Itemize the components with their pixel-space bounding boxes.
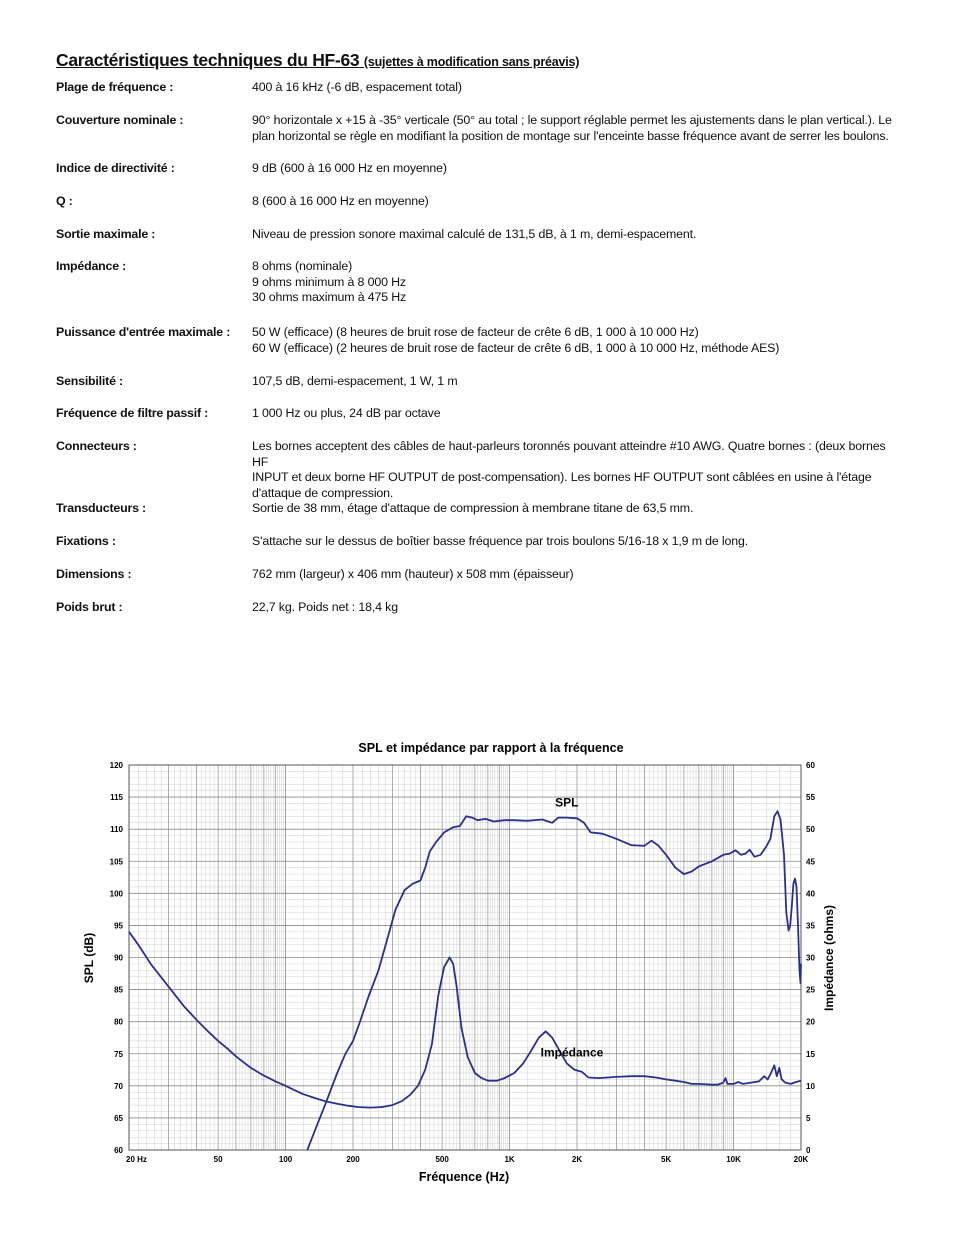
y-tick-label-right: 55 [806,793,815,803]
series-line-impedance [129,932,801,1108]
y-tick-label-left: 110 [110,825,123,835]
y-tick-label-left: 100 [109,889,123,899]
x-tick-label: 500 [435,1155,449,1164]
y-tick-label-left: 95 [114,921,123,931]
y-tick-label-right: 25 [806,985,815,995]
y-tick-label-right: 45 [806,857,815,867]
spl-impedance-chart [0,730,954,1200]
x-tick-label: 5K [661,1155,672,1164]
series-label-spl: SPL [555,795,579,810]
spec-value: Les bornes acceptent des câbles de haut-parleurs toronnés pouvant atteindre #10 AWG. Quatre bornes : (deux bornes HF INPUT et deux borne HF OUTPUT de post-compensation). Les bornes HF OUTPUT sont câblées en usine à l'étage d'attaque de compression. [252,439,886,500]
y-tick-label-left: 115 [110,793,123,803]
spec-label: Couverture nominale : [56,113,184,127]
spec-value: 90° horizontale x +15 à -35° verticale (50° au total ; le support réglable permet les ajustements dans le plan vertical.). Le plan horizontal se règle en modifiant la position de montage sur l'enceinte basse fréquence avant de serrer les boulons. [252,113,892,143]
y-tick-label-right: 60 [806,761,815,770]
spec-value: 8 ohms (nominale) 9 ohms minimum à 8 000 Hz 30 ohms maximum à 475 Hz [252,259,407,305]
x-tick-label: 20K [793,1155,809,1164]
y-tick-label-left: 70 [114,1081,123,1091]
spec-label: Transducteurs : [56,501,146,515]
y-tick-label-right: 40 [806,889,815,899]
y-tick-label-left: 60 [114,1146,123,1155]
spec-label: Poids brut : [56,600,123,614]
spec-value: 107,5 dB, demi-espacement, 1 W, 1 m [252,374,458,388]
y-axis-right-ticks [806,761,815,1155]
y-tick-label-left: 75 [114,1049,123,1059]
spec-value: 9 dB (600 à 16 000 Hz en moyenne) [252,161,447,175]
x-axis-ticks [126,1155,809,1164]
spec-label: Fréquence de filtre passif : [56,406,209,420]
spec-value: 400 à 16 kHz (-6 dB, espacement total) [252,80,462,94]
x-tick-label: 10K [726,1155,741,1164]
spec-label: Dimensions : [56,567,132,581]
spec-label: Fixations : [56,534,116,548]
y-tick-label-left: 80 [114,1017,123,1027]
page-title [56,50,579,71]
spec-label: Impédance : [56,259,127,273]
spec-label: Connecteurs : [56,439,137,453]
x-tick-label: 50 [213,1155,223,1164]
spec-value: 22,7 kg. Poids net : 18,4 kg [252,600,398,614]
y-tick-label-right: 15 [806,1049,815,1059]
spec-value: 50 W (efficace) (8 heures de bruit rose de facteur de crête 6 dB, 1 000 à 10 000 Hz) 60 W (efficace) (2 heures de bruit rose de facteur de crête 6 dB, 1 000 à 10 000 Hz, méthode AES) [252,325,780,355]
title-main: Caractéristiques techniques du HF-63 [56,50,360,70]
spec-label: Q : [56,194,73,208]
title-subtitle: (sujettes à modification sans préavis) [363,55,580,69]
y-tick-label-right: 30 [806,953,815,963]
x-tick-label: 1K [504,1155,515,1164]
spec-label: Plage de fréquence : [56,80,174,94]
spec-value: 762 mm (largeur) x 406 mm (hauteur) x 508 mm (épaisseur) [252,567,574,581]
y-axis-left-label: SPL (dB) [82,932,96,984]
y-tick-label-left: 90 [114,953,123,963]
spec-value: 8 (600 à 16 000 Hz en moyenne) [252,194,429,208]
spec-value: Sortie de 38 mm, étage d'attaque de compression à membrane titane de 63,5 mm. [252,501,694,515]
y-tick-label-left: 105 [109,857,123,867]
series-label-impedance: Impédance [540,1045,604,1060]
x-tick-label: 100 [278,1155,293,1164]
chart-title: SPL et impédance par rapport à la fréquence [358,741,624,755]
spec-label: Puissance d'entrée maximale : [56,325,231,339]
y-tick-label-right: 0 [806,1146,811,1155]
spec-label: Sortie maximale : [56,227,156,241]
chart-container [0,730,954,1200]
y-tick-label-right: 35 [806,921,815,931]
spec-value: S'attache sur le dessus de boîtier basse fréquence par trois boulons 5/16-18 x 1,9 m de long. [252,534,749,548]
spec-value: 1 000 Hz ou plus, 24 dB par octave [252,406,441,420]
x-tick-label: 20 Hz [126,1155,147,1164]
spec-value: Niveau de pression sonore maximal calculé de 131,5 dB, à 1 m, demi-espacement. [252,227,697,241]
series-line-spl [307,811,801,1150]
y-tick-label-left: 120 [109,761,123,770]
y-tick-label-right: 50 [806,825,815,835]
y-tick-label-right: 20 [806,1017,815,1027]
chart-series [129,796,801,1150]
y-tick-label-left: 85 [114,985,123,995]
x-tick-label: 200 [346,1155,360,1164]
y-tick-label-right: 5 [806,1113,811,1123]
x-axis-label: Fréquence (Hz) [418,1170,510,1184]
y-axis-right-label: Impédance (ohms) [822,904,836,1012]
y-axis-left-ticks [110,761,124,1155]
y-tick-label-left: 65 [114,1113,123,1123]
x-tick-label: 2K [571,1155,583,1164]
spec-label: Indice de directivité : [56,161,175,175]
y-tick-label-right: 10 [806,1081,815,1091]
spec-label: Sensibilité : [56,374,123,388]
